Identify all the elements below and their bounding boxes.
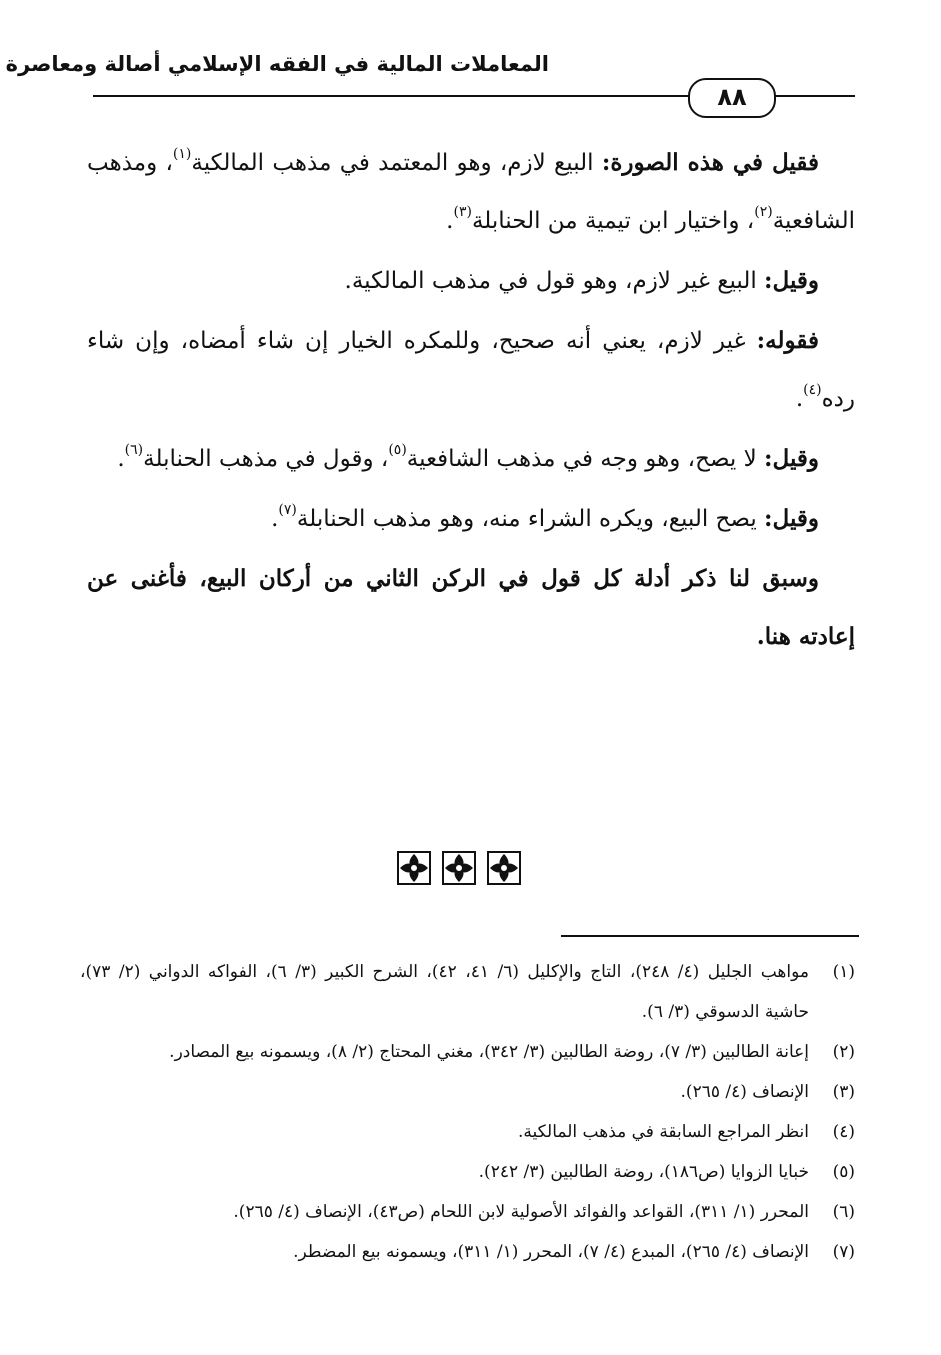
footnote-item <box>80 1072 855 1112</box>
footnote-item <box>80 1032 855 1072</box>
footnote-ref: (٦) <box>124 442 144 458</box>
paragraph-text: . <box>446 208 454 234</box>
ornament-flower-icon <box>443 852 475 884</box>
footnote-ref: (١) <box>172 146 192 162</box>
paragraph-text: غير لازم، يعني أنه صحيح، وللمكره الخيار إن شاء أمضاه، وإن شاء رده <box>87 328 855 412</box>
paragraph-3 <box>87 312 855 428</box>
footnote-text: الإنصاف (٤/ ٢٦٥)، المبدع (٤/ ٧)، المحرر (١/ ٣١١)، ويسمونه بيع المضطر. <box>293 1242 809 1262</box>
footnote-ref: (٧) <box>278 502 297 518</box>
paragraph-lead: فقيل في هذه الصورة: <box>601 149 819 176</box>
footnote-text: إعانة الطالبين (٣/ ٧)، روضة الطالبين (٣/ ٣٤٢)، مغني المحتاج (٢/ ٨)، ويسمونه بيع المصادر. <box>169 1042 809 1062</box>
footnote-number: (١) <box>832 962 855 982</box>
running-header-title: المعاملات المالية في الفقه الإسلامي أصالة ومعاصرة <box>5 52 549 76</box>
paragraph-text: ، واختيار ابن تيمية من الحنابلة <box>471 208 755 234</box>
footnote-item <box>80 1112 855 1152</box>
footnote-item <box>80 1152 855 1192</box>
paragraph-text: يصح البيع، ويكره الشراء منه، وهو مذهب الحنابلة <box>296 506 765 532</box>
footnote-item <box>80 952 855 1032</box>
ornament-flower-icon <box>398 852 430 884</box>
footnote-number: (٦) <box>832 1202 855 1222</box>
paragraph-4 <box>87 430 855 488</box>
main-text <box>87 134 855 666</box>
paragraph-text: . <box>795 386 804 412</box>
footnote-text: الإنصاف (٤/ ٢٦٥). <box>680 1082 809 1102</box>
footnote-text: مواهب الجليل (٤/ ٢٤٨)، التاج والإكليل (٦/ ٤١، ٤٢)، الشرح الكبير (٣/ ٦)، الفواكه الدواني (٢/ ٧٣)، حاشية الدسوقي (٣/ ٦). <box>80 962 809 1022</box>
footnotes <box>80 952 855 1272</box>
paragraph-lead: وقيل: <box>764 505 819 532</box>
paragraph-text: ، ومذهب الشافعية <box>87 150 855 234</box>
ornament-divider-icon <box>394 848 524 888</box>
footnote-text: المحرر (١/ ٣١١)، القواعد والفوائد الأصولية لابن اللحام (ص٤٣)، الإنصاف (٤/ ٢٦٥). <box>233 1202 809 1222</box>
paragraph-text: . <box>271 506 279 532</box>
paragraph-text: البيع غير لازم، وهو قول في مذهب المالكية. <box>344 268 765 294</box>
footnote-number: (٣) <box>832 1082 855 1102</box>
footnote-item <box>80 1232 855 1272</box>
paragraph-lead: وقيل: <box>764 267 819 294</box>
footnote-separator <box>561 935 859 937</box>
paragraph-2 <box>87 252 855 310</box>
footnote-item <box>80 1192 855 1232</box>
ornament-flower-icon <box>488 852 520 884</box>
footnote-number: (٧) <box>832 1242 855 1262</box>
footnote-ref: (٤) <box>803 382 822 398</box>
paragraph-text: وسبق لنا ذكر أدلة كل قول في الركن الثاني من أركان البيع، فأغنى عن إعادته هنا. <box>87 565 855 650</box>
paragraph-text: لا يصح، وهو وجه في مذهب الشافعية <box>406 446 765 472</box>
footnote-text: خبايا الزوايا (ص١٨٦)، روضة الطالبين (٣/ ٢٤٢). <box>478 1162 809 1182</box>
footnote-number: (٢) <box>832 1042 855 1062</box>
page-number-badge: ٨٨ <box>688 78 776 118</box>
footnote-number: (٥) <box>832 1162 855 1182</box>
paragraph-lead: فقوله: <box>756 327 819 354</box>
paragraph-6 <box>87 550 855 666</box>
paragraph-5 <box>87 490 855 548</box>
footnote-ref: (٥) <box>388 442 407 458</box>
paragraph-1 <box>87 134 855 250</box>
paragraph-text: البيع لازم، وهو المعتمد في مذهب المالكية <box>191 150 602 176</box>
footnote-number: (٤) <box>832 1122 855 1142</box>
paragraph-text: . <box>117 446 125 472</box>
footnote-ref: (٣) <box>453 204 472 220</box>
paragraph-text: ، وقول في مذهب الحنابلة <box>143 446 389 472</box>
footnote-ref: (٢) <box>754 204 773 220</box>
paragraph-lead: وقيل: <box>764 445 819 472</box>
footnote-text: انظر المراجع السابقة في مذهب المالكية. <box>518 1122 809 1142</box>
